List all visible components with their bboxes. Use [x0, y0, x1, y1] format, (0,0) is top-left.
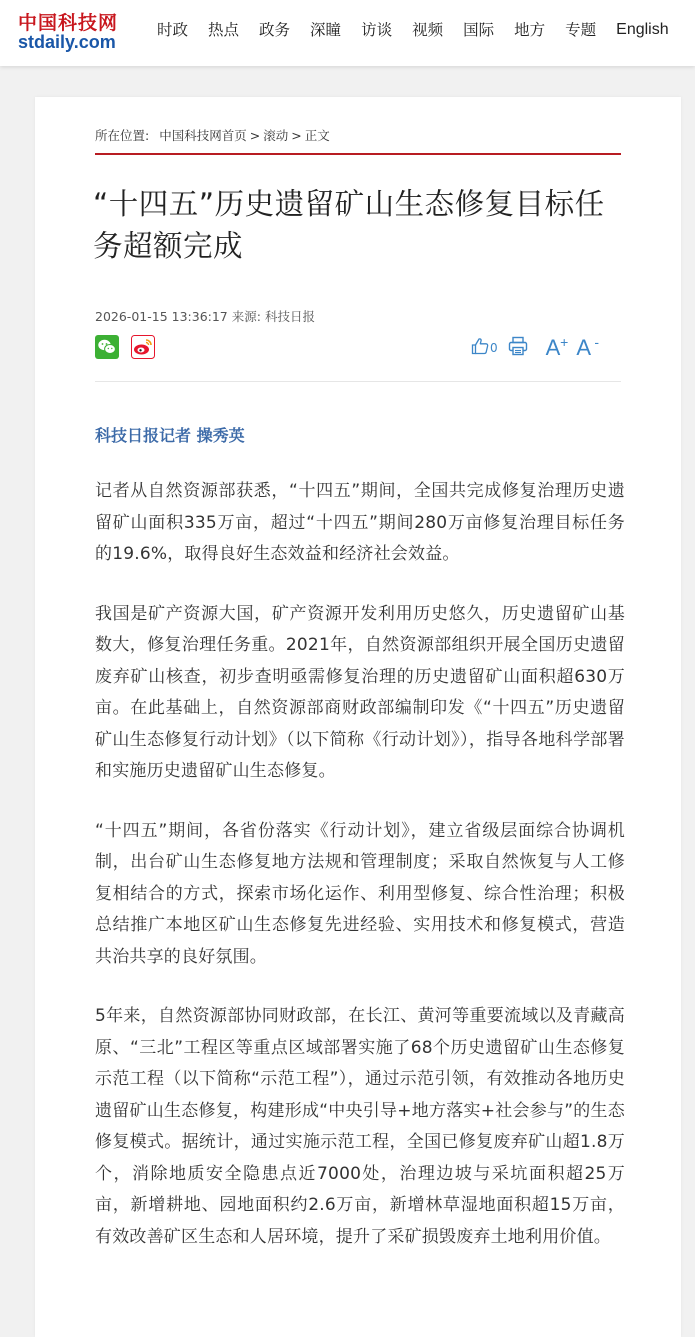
article-paragraph: 5年来，自然资源部协同财政部，在长江、黄河等重要流域以及青藏高原、“三北”工程区等重点区域部署实施了68个历史遗留矿山生态修复示范工程（以下简称“示范工程”），通过示范引领，有效推动各地历史遗留矿山生态修复，构建形成“中央引导+地方落实+社会参与”的生态修复模式。据统计，通过实施示范工程，全国已修复废弃矿山超1.8万个，消除地质安全隐患点近7000处，治理边坡与采坑面积超25万亩，新增耕地、园地面积约2.6万亩，新增林草湿地面积超15万亩，有效改善矿区生态和人居环境，提升了采矿损毁废弃土地利用价值。: [95, 1006, 625, 1247]
nav-item-hot[interactable]: 热点: [208, 21, 240, 39]
nav-item-politics[interactable]: 时政: [157, 21, 189, 39]
article-paragraph: 我国是矿产资源大国，矿产资源开发利用历史悠久，历史遗留矿山基数大，修复治理任务重。2021年，自然资源部组织开展全国历史遗留废弃矿山核查，初步查明亟需修复治理的历史遗留矿山面积超630万亩。在此基础上，自然资源部商财政部编制印发《“十四五”历史遗留矿山生态修复行动计划》（以下简称《行动计划》），指导各地科学部署和实施历史遗留矿山生态修复。: [95, 603, 625, 781]
logo-chinese-text: 中国科技网: [18, 12, 119, 34]
printer-icon[interactable]: [508, 336, 528, 360]
source-label: 来源:: [231, 309, 261, 324]
header-divider: [95, 381, 621, 382]
publish-datetime: 2026-01-15 13:36:17: [95, 309, 228, 324]
article-body: [95, 476, 625, 1281]
thumbs-up-icon: [471, 337, 489, 359]
article-title: “十四五”历史遗留矿山生态修复目标任务超额完成: [93, 187, 605, 263]
like-count: 0: [490, 341, 498, 355]
plus-icon: +: [560, 334, 569, 350]
article-byline: 科技日报记者 操秀英: [95, 426, 245, 445]
font-increase-button[interactable]: [545, 334, 569, 361]
source-name: 科技日报: [264, 309, 315, 324]
nav-item-english[interactable]: English: [616, 21, 669, 38]
nav-item-deep-view[interactable]: 深瞳: [310, 21, 342, 39]
nav-item-local[interactable]: 地方: [514, 21, 546, 39]
nav-item-interview[interactable]: 访谈: [361, 21, 393, 39]
font-increase-label: A: [545, 335, 561, 360]
article-card: [35, 97, 681, 1337]
nav-item-government[interactable]: 政务: [259, 21, 291, 39]
article-meta: [95, 307, 319, 325]
wechat-icon[interactable]: [95, 335, 119, 359]
breadcrumb-current: 正文: [304, 128, 330, 143]
share-bar: [95, 335, 167, 359]
breadcrumb-divider: [95, 153, 621, 155]
breadcrumb: [95, 126, 330, 144]
font-decrease-button[interactable]: [576, 334, 600, 361]
article-tools: [471, 333, 600, 363]
like-button[interactable]: [471, 337, 498, 359]
nav-item-international[interactable]: 国际: [463, 21, 495, 39]
font-decrease-label: A: [576, 335, 592, 360]
site-header: [0, 0, 695, 66]
weibo-icon[interactable]: [131, 335, 155, 359]
breadcrumb-link-home[interactable]: 中国科技网首页: [159, 128, 247, 143]
main-nav: [157, 19, 669, 41]
breadcrumb-link-scroll[interactable]: 滚动: [263, 128, 289, 143]
breadcrumb-separator: >: [249, 128, 261, 143]
breadcrumb-label: 所在位置:: [95, 128, 150, 143]
minus-icon: -: [594, 334, 600, 350]
article-paragraph: “十四五”期间，各省份落实《行动计划》，建立省级层面综合协调机制，出台矿山生态修复地方法规和管理制度；采取自然恢复与人工修复相结合的方式，探索市场化运作、利用型修复、综合性治理；积极总结推广本地区矿山生态修复先进经验、实用技术和修复模式，营造共治共享的良好氛围。: [95, 820, 625, 967]
logo-domain-text: stdaily.com: [18, 32, 116, 52]
nav-item-video[interactable]: 视频: [412, 21, 444, 39]
breadcrumb-separator: >: [291, 128, 302, 143]
site-logo[interactable]: [18, 8, 128, 56]
article-paragraph: 记者从自然资源部获悉，“十四五”期间，全国共完成修复治理历史遗留矿山面积335万亩，超过“十四五”期间280万亩修复治理目标任务的19.6%，取得良好生态效益和经济社会效益。: [95, 481, 625, 564]
nav-item-topics[interactable]: 专题: [565, 21, 597, 39]
